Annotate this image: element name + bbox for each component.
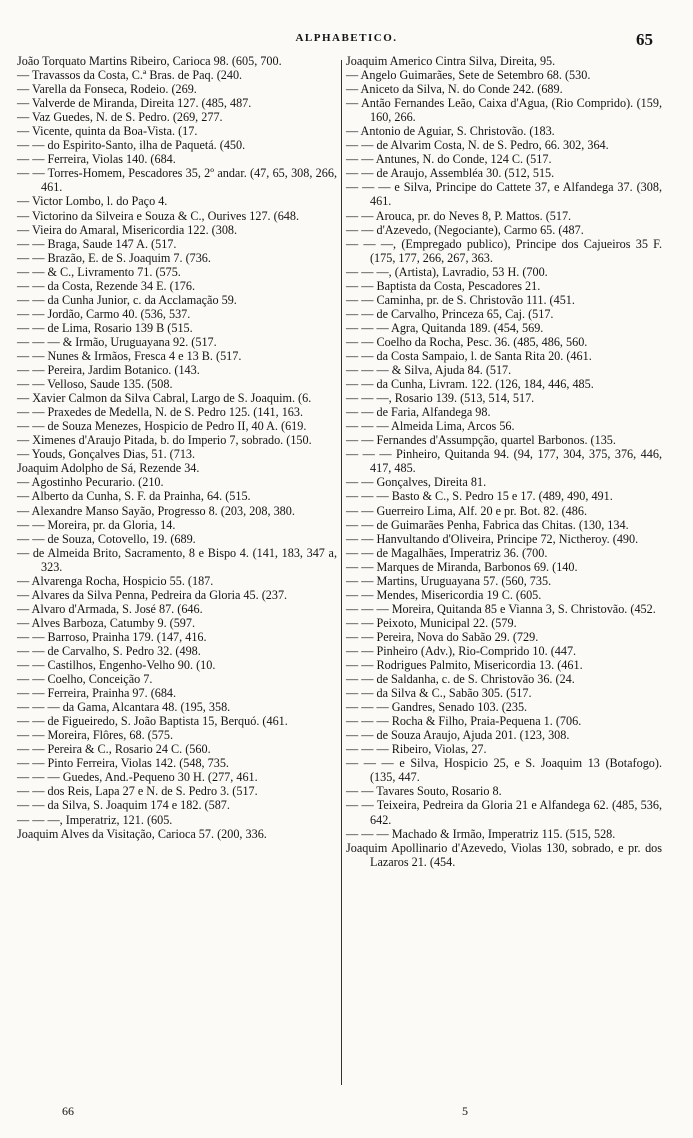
directory-entry: — — Tavares Souto, Rosario 8.: [346, 784, 502, 799]
directory-entry: — — Coelho da Rocha, Pesc. 36. (485, 486, 560.: [346, 334, 588, 349]
directory-entry: — Agostinho Pecurario. (210.: [17, 475, 164, 490]
signature-mark-left: 66: [62, 1104, 74, 1118]
directory-entry: — — da Cunha Junior, c. da Acclamação 59.: [17, 292, 237, 307]
directory-entry: — — Castilhos, Engenho-Velho 90. (10.: [17, 658, 216, 673]
directory-entry: — — Fernandes d'Assumpção, quartel Barbonos. (135.: [346, 433, 616, 448]
directory-entry: — — — Guedes, And.-Pequeno 30 H. (277, 461.: [17, 770, 258, 785]
directory-entry: — — de Guimarães Penha, Fabrica das Chitas. (130, 134.: [346, 517, 629, 532]
directory-entry: — — da Costa, Rezende 34 E. (176.: [17, 278, 196, 293]
directory-entry: — — —, Rosario 139. (513, 514, 517.: [346, 391, 535, 406]
directory-entry: — — d'Azevedo, (Negociante), Carmo 65. (487.: [346, 222, 584, 237]
directory-entry: — — — Machado & Irmão, Imperatriz 115. (515, 528.: [346, 826, 616, 841]
directory-entry: — Alves Barboza, Catumby 9. (597.: [17, 615, 196, 630]
directory-entry: — Alvares da Silva Penna, Pedreira da Gloria 45. (237.: [17, 587, 288, 602]
directory-entry: — — de Carvalho, S. Pedro 32. (498.: [17, 643, 201, 658]
directory-entry: — — Pinheiro (Adv.), Rio-Comprido 10. (447.: [346, 643, 577, 658]
directory-entry: — — Torres-Homem, Pescadores 35, 2º andar. (47, 65, 308, 266, 461.: [17, 166, 337, 195]
directory-entry: — Alvarenga Rocha, Hospicio 55. (187.: [17, 573, 214, 588]
directory-entry: — Youds, Gonçalves Dias, 51. (713.: [17, 447, 196, 462]
directory-entry: — Xavier Calmon da Silva Cabral, Largo de S. Joaquim. (6.: [17, 391, 312, 406]
directory-entry: — Antão Fernandes Leão, Caixa d'Agua, (Rio Comprido). (159, 160, 266.: [346, 96, 662, 125]
directory-entry: — — Pereira & C., Rosario 24 C. (560.: [17, 742, 211, 757]
directory-entry: — — Caminha, pr. de S. Christovão 111. (451.: [346, 292, 575, 307]
directory-entry: — — —, (Artista), Lavradio, 53 H. (700.: [346, 264, 548, 279]
directory-entry: — — de Souza, Cotovello, 19. (689.: [17, 531, 196, 546]
directory-entry: — Victorino da Silveira e Souza & C., Ourives 127. (648.: [17, 208, 300, 223]
directory-entry: — — Praxedes de Medella, N. de S. Pedro 125. (141, 163.: [17, 405, 304, 420]
directory-entry: Joaquim Americo Cintra Silva, Direita, 95.: [346, 54, 556, 68]
directory-entry: — — — Almeida Lima, Arcos 56.: [346, 419, 515, 434]
directory-entry: Joaquim Alves da Visitação, Carioca 57. (200, 336.: [17, 826, 267, 841]
directory-entry: — — —, (Empregado publico), Principe dos Cajueiros 35 F. (175, 177, 266, 267, 363.: [346, 236, 662, 265]
directory-entry: — Vieira do Amaral, Misericordia 122. (308.: [17, 222, 238, 237]
directory-entry: — de Almeida Brito, Sacramento, 8 e Bispo 4. (141, 183, 347 a, 323.: [17, 545, 337, 574]
directory-entry: — — da Silva & C., Sabão 305. (517.: [346, 686, 532, 701]
directory-entry: — — Teixeira, Pedreira da Gloria 21 e Alfandega 62. (485, 536, 642.: [346, 798, 662, 827]
directory-entry: — — Coelho, Conceição 7.: [17, 672, 153, 687]
directory-entry: — — — & Silva, Ajuda 84. (517.: [346, 363, 512, 378]
directory-entry: — — —, Imperatriz, 121. (605.: [17, 812, 173, 827]
directory-entry: — — Pereira, Jardim Botanico. (143.: [17, 363, 200, 378]
directory-entry: — — de Araujo, Assembléa 30. (512, 515.: [346, 166, 555, 181]
directory-entry: — — Pereira, Nova do Sabão 29. (729.: [346, 629, 539, 644]
directory-entry: — — do Espirito-Santo, ilha de Paquetá. (450.: [17, 138, 246, 153]
directory-entry: — Alberto da Cunha, S. F. da Prainha, 64. (515.: [17, 489, 251, 504]
directory-entry: — — — e Silva, Hospicio 25, e S. Joaquim 13 (Botafogo). (135, 447.: [346, 756, 662, 785]
directory-entry: — — de Lima, Rosario 139 B (515.: [17, 320, 193, 335]
directory-entry: — — — Pinheiro, Quitanda 94. (94, 177, 304, 375, 376, 446, 417, 485.: [346, 447, 662, 476]
directory-entry: — — Braga, Saude 147 A. (517.: [17, 236, 177, 251]
directory-entry: — — Gonçalves, Direita 81.: [346, 475, 487, 490]
directory-entry: — — Martins, Uruguayana 57. (560, 735.: [346, 573, 552, 588]
directory-entry: — — & C., Livramento 71. (575.: [17, 264, 181, 279]
directory-entry: — — Marques de Miranda, Barbonos 69. (140.: [346, 559, 578, 574]
directory-entry: — — Baptista da Costa, Pescadores 21.: [346, 278, 541, 293]
directory-entry: — — Pinto Ferreira, Violas 142. (548, 735.: [17, 756, 229, 771]
directory-entry: — — Antunes, N. do Conde, 124 C. (517.: [346, 152, 552, 167]
directory-entry: — — de Magalhães, Imperatriz 36. (700.: [346, 545, 548, 560]
directory-entry: — — — Agra, Quitanda 189. (454, 569.: [346, 320, 544, 335]
directory-entry: — — Rodrigues Palmito, Misericordia 13. (461.: [346, 658, 583, 673]
directory-entry: — — — Ribeiro, Violas, 27.: [346, 742, 487, 757]
directory-entry: — — da Costa Sampaio, l. de Santa Rita 20. (461.: [346, 348, 592, 363]
directory-entry: — — de Faria, Alfandega 98.: [346, 405, 491, 420]
directory-entry: — — Moreira, Flôres, 68. (575.: [17, 728, 174, 743]
directory-entry: — Vicente, quinta da Boa-Vista. (17.: [17, 124, 198, 139]
directory-entry: — — Guerreiro Lima, Alf. 20 e pr. Bot. 82. (486.: [346, 503, 587, 518]
directory-entry: — — Ferreira, Prainha 97. (684.: [17, 686, 177, 701]
directory-entry: — — da Cunha, Livram. 122. (126, 184, 446, 485.: [346, 377, 594, 392]
directory-entry: — — — Gandres, Senado 103. (235.: [346, 700, 528, 715]
directory-entry: — Varella da Fonseca, Rodeio. (269.: [17, 82, 197, 97]
directory-entry: — — Jordão, Carmo 40. (536, 537.: [17, 306, 191, 321]
directory-entry: — — de Souza Menezes, Hospicio de Pedro II, 40 A. (619.: [17, 419, 307, 434]
directory-entry: — Vaz Guedes, N. de S. Pedro. (269, 277.: [17, 110, 223, 125]
directory-entry: — Ximenes d'Araujo Pitada, b. do Imperio 7, sobrado. (150.: [17, 433, 312, 448]
signature-mark-right: 5: [462, 1104, 468, 1118]
directory-entry: — — — Rocha & Filho, Praia-Pequena 1. (706.: [346, 714, 582, 729]
directory-entry: — — Peixoto, Municipal 22. (579.: [346, 615, 517, 630]
directory-entry: — Angelo Guimarães, Sete de Setembro 68. (530.: [346, 68, 591, 83]
directory-entry: João Torquato Martins Ribeiro, Carioca 98. (605, 700.: [17, 54, 282, 68]
directory-columns: [17, 54, 677, 1099]
directory-entry: — — Moreira, pr. da Gloria, 14.: [17, 517, 176, 532]
directory-entry: — Alvaro d'Armada, S. José 87. (646.: [17, 601, 203, 616]
directory-entry: — Antonio de Aguiar, S. Christovão. (183.: [346, 124, 555, 139]
directory-entry: — — Mendes, Misericordia 19 C. (605.: [346, 587, 542, 602]
directory-entry: — — Barroso, Prainha 179. (147, 416.: [17, 629, 207, 644]
directory-entry: — — Hanvultando d'Oliveira, Principe 72, Nictheroy. (490.: [346, 531, 639, 546]
directory-entry: — — — e Silva, Principe do Cattete 37, e Alfandega 37. (308, 461.: [346, 180, 662, 209]
directory-entry: Joaquim Apollinario d'Azevedo, Violas 130, sobrado, e pr. dos Lazaros 21. (454.: [346, 840, 662, 869]
page-footer: [0, 1104, 693, 1122]
directory-entry: — — Arouca, pr. do Neves 8, P. Mattos. (517.: [346, 208, 572, 223]
directory-entry: Joaquim Adolpho de Sá, Rezende 34.: [17, 461, 200, 476]
directory-entry: — — de Figueiredo, S. João Baptista 15, Berquó. (461.: [17, 714, 288, 729]
directory-entry: — — — & Irmão, Uruguayana 92. (517.: [17, 334, 217, 349]
directory-entry: — — dos Reis, Lapa 27 e N. de S. Pedro 3. (517.: [17, 784, 258, 799]
left-column: [17, 54, 337, 841]
page-header: [0, 30, 693, 50]
directory-entry: — — de Carvalho, Princeza 65, Caj. (517.: [346, 306, 554, 321]
directory-entry: — — Brazão, E. de S. Joaquim 7. (736.: [17, 250, 211, 265]
directory-entry: — — — Moreira, Quitanda 85 e Vianna 3, S. Christovão. (452.: [346, 601, 656, 616]
directory-entry: — — — da Gama, Alcantara 48. (195, 358.: [17, 700, 231, 715]
directory-entry: — — da Silva, S. Joaquim 174 e 182. (587.: [17, 798, 230, 813]
directory-entry: — Victor Lombo, l. do Paço 4.: [17, 194, 168, 209]
directory-entry: — Valverde de Miranda, Direita 127. (485, 487.: [17, 96, 252, 111]
column-divider: [341, 60, 342, 1085]
directory-entry: — — — Basto & C., S. Pedro 15 e 17. (489, 490, 491.: [346, 489, 613, 504]
running-head: ALPHABETICO.: [295, 32, 398, 44]
directory-entry: — — Nunes & Irmãos, Fresca 4 e 13 B. (517.: [17, 348, 242, 363]
directory-entry: — — Ferreira, Violas 140. (684.: [17, 152, 176, 167]
directory-entry: — Alexandre Manso Sayão, Progresso 8. (203, 208, 380.: [17, 503, 295, 518]
directory-entry: — — de Alvarim Costa, N. de S. Pedro, 66. 302, 364.: [346, 138, 609, 153]
directory-entry: — — Velloso, Saude 135. (508.: [17, 377, 173, 392]
directory-entry: — Aniceto da Silva, N. do Conde 242. (689.: [346, 82, 563, 97]
page-number: 65: [636, 30, 653, 49]
right-column: [346, 54, 662, 869]
directory-entry: — Travassos da Costa, C.ª Bras. de Paq. (240.: [17, 68, 243, 83]
directory-entry: — — de Souza Araujo, Ajuda 201. (123, 308.: [346, 728, 570, 743]
directory-entry: — — de Saldanha, c. de S. Christovão 36. (24.: [346, 672, 575, 687]
